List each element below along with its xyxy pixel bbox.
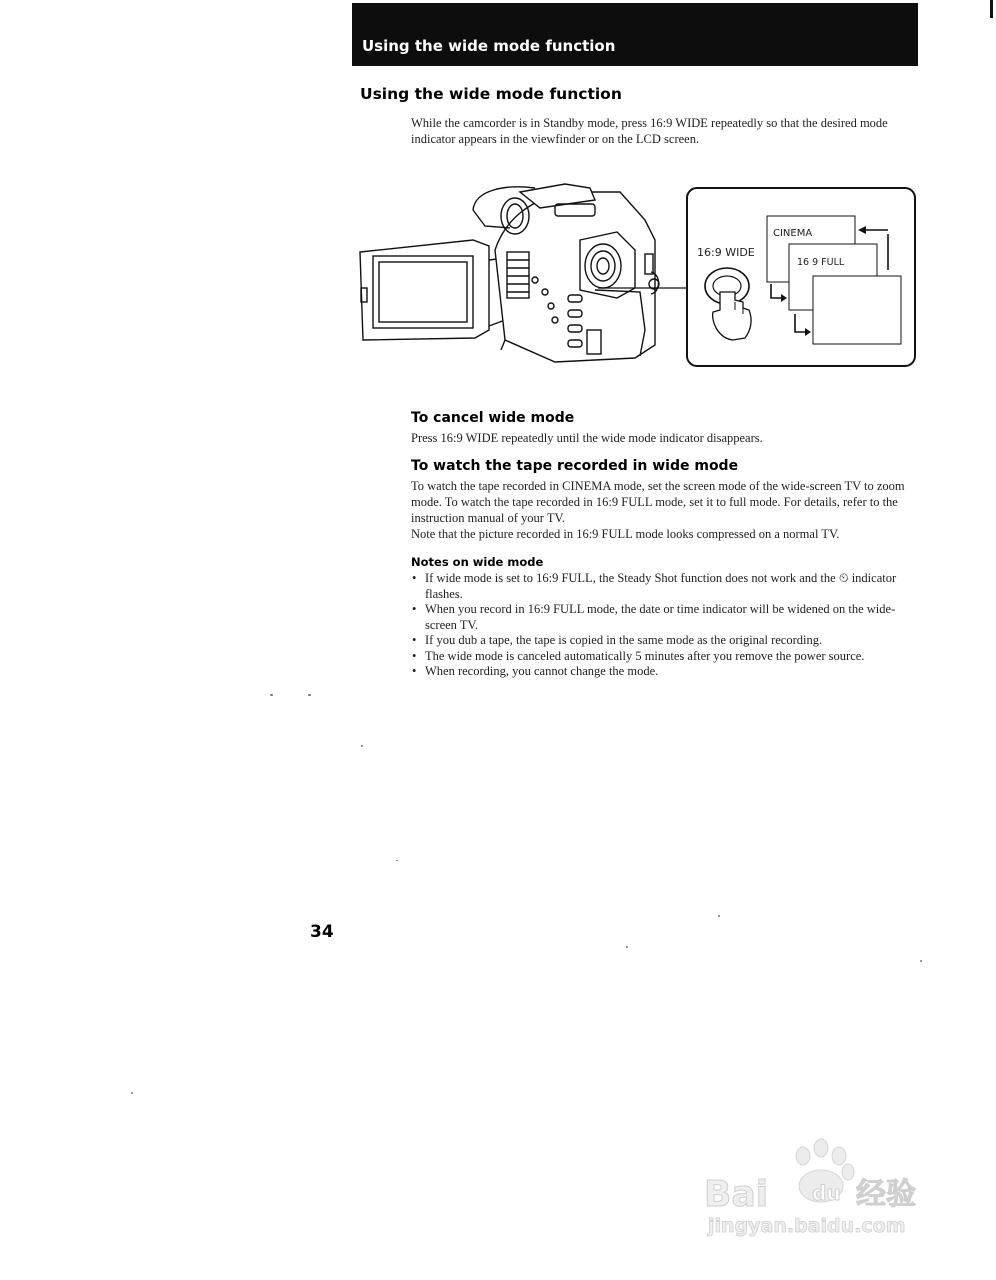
page-number: 34: [310, 922, 334, 942]
scan-edge-mark: [990, 0, 993, 18]
camcorder-diagram: [355, 180, 920, 380]
note-item: • The wide mode is canceled automatically 5 minutes after you remove the power source.: [411, 649, 911, 665]
notes-heading: Notes on wide mode: [411, 555, 544, 569]
baidu-paw-logo: [700, 1130, 950, 1240]
watermark-url: jingyan.baidu.com: [708, 1215, 906, 1237]
note-item: • If wide mode is set to 16:9 FULL, the Steady Shot function does not work and the ⏲ indicator flashes.: [411, 571, 911, 602]
watermark-brand-cn: 经验: [856, 1177, 916, 1212]
note-item: • If you dub a tape, the tape is copied in the same mode as the original recording.: [411, 633, 911, 649]
section-title: Using the wide mode function: [360, 85, 622, 103]
watch-text-2: Note that the picture recorded in 16:9 FULL mode looks compressed on a normal TV.: [411, 527, 840, 541]
camcorder-illustration: [355, 180, 920, 380]
notes-list: [411, 571, 911, 680]
cinema-mode-label: CINEMA: [773, 228, 813, 239]
note-item: • When you record in 16:9 FULL mode, the date or time indicator will be widened on the wide-screen TV.: [411, 602, 911, 633]
header-title: Using the wide mode function: [362, 37, 616, 55]
full-mode-label: 16 9 FULL: [797, 257, 845, 268]
watch-text-1: To watch the tape recorded in CINEMA mode, set the screen mode of the wide-screen TV to zoom mode. To watch the tape recorded in 16:9 FULL mode, set it to full mode. For details, refer to the instruction manual of your TV.: [411, 479, 905, 525]
cancel-heading: To cancel wide mode: [411, 410, 575, 426]
watermark-brand-du: du: [812, 1181, 841, 1205]
wide-button-label: 16:9 WIDE: [697, 246, 755, 259]
cancel-text: Press 16:9 WIDE repeatedly until the wide mode indicator disappears.: [411, 431, 763, 445]
baidu-watermark: [700, 1130, 950, 1240]
watch-heading: To watch the tape recorded in wide mode: [411, 458, 739, 474]
header-bar: [352, 3, 918, 66]
note-item: • When recording, you cannot change the mode.: [411, 664, 911, 680]
intro-paragraph: While the camcorder is in Standby mode, press 16:9 WIDE repeatedly so that the desired mode indicator appears in the viewfinder or on the LCD screen.: [411, 116, 888, 146]
normal-mode-screen: [813, 276, 901, 344]
watermark-brand: Bai: [704, 1174, 769, 1215]
watch-section: [411, 478, 911, 542]
